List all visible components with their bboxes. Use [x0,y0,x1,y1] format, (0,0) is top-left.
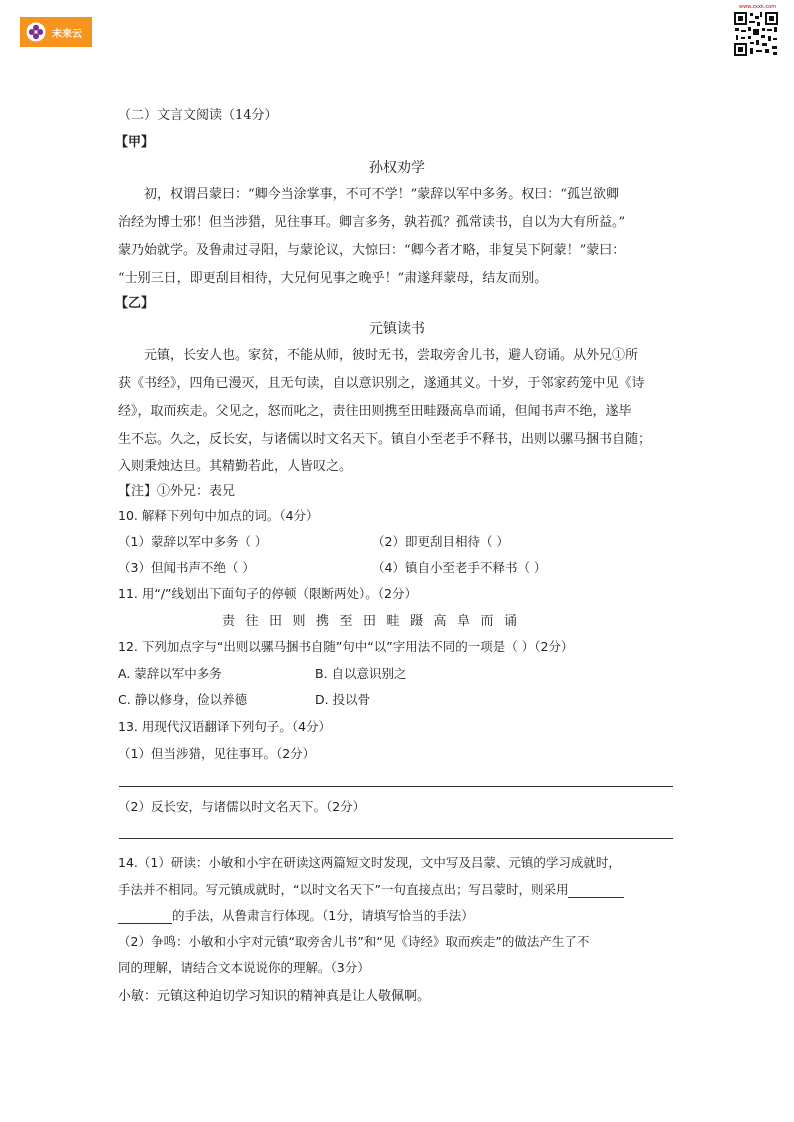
q13-1-answer-line[interactable] [119,786,673,787]
yi-text-line-3: 经》，取而疾走。父见之，怒而叱之，责往田则携至田畦蹑高阜而诵，但闻书声不绝，遂毕 [118,404,632,419]
jia-text-line-4: “士别三日，即更刮目相待，大兄何见事之晚乎！”肃遂拜蒙母，结友而别。 [118,271,548,286]
logo-text: 未来云 [52,28,82,40]
jia-title: 孙权劝学 [369,160,425,176]
jia-text-line-1: 初，权谓吕蒙曰：“卿今当涂掌事，不可不学！”蒙辞以军中多务。权曰：“孤岂欲卿 [144,187,619,202]
q12-option-b: B. 自以意识别之 [315,666,407,681]
q13-part-1: （1）但当涉猎，见往事耳。（2分） [118,746,316,761]
q14-1-line-2 [118,880,624,898]
q10-item-2: （2）即更刮目相待（ ） [372,534,509,549]
q13-2-answer-line[interactable] [119,838,673,839]
jia-text-line-3: 蒙乃始就学。及鲁肃过寻阳，与蒙论议，大惊曰：“卿今者才略，非复吴下阿蒙！”蒙曰： [118,243,626,258]
question-10: 10. 解释下列句中加点的词。（4分） [118,508,319,523]
q14-xiaomin-answer: 小敏：元镇这种迫切学习知识的精神真是让人敬佩啊。 [118,989,431,1004]
footnote: 【注】①外兄：表兄 [118,484,236,499]
q10-item-4: （4）镇自小至老手不释书（ ） [372,560,547,575]
question-12: 12. 下列加点字与“出则以骡马捆书自随”句中“以”字用法不同的一项是（ ）（2分） [118,639,574,654]
q14-1-text-end: 的手法，从鲁肃言行体现。（1分，请填写恰当的手法） [172,908,474,923]
question-11: 11. 用“/”线划出下面句子的停顿（限断两处）。（2分） [118,586,417,601]
q14-1-blank-b[interactable] [118,908,172,924]
yi-text-line-2: 获《书经》，四角已漫灭，且无句读，自以意识别之，遂通其义。十岁，于邻家药笼中见《诗 [118,376,645,391]
q13-part-2: （2）反长安，与诸儒以时文名天下。（2分） [118,799,366,814]
q14-1-text: 手法并不相同。写元镇成就时，“以时文名天下”一句直接点出；写吕蒙时，则采用 [118,882,569,897]
jia-text-line-2: 治经为博士邪！但当涉猎，见往事耳。卿言多务，孰若孤？孤常读书，自以为大有所益。” [118,215,626,230]
site-logo[interactable] [20,17,92,47]
q14-1-line-1: 14.（1）研读：小敏和小宇在研读这两篇短文时发现，文中写及吕蒙、元镇的学习成就时， [118,855,621,870]
q11-sentence: 责往田则携至田畦蹑高阜而诵 [222,614,528,629]
q12-option-c: C. 静以修身，俭以养德 [118,692,248,707]
q14-2-line-1: （2）争鸣：小敏和小宇对元镇“取旁舍儿书”和“见《诗经》取而疾走”的做法产生了不 [118,934,590,949]
yi-title: 元镇读书 [369,321,425,337]
q10-item-3: （3）但闻书声不绝（ ） [118,560,255,575]
q14-1-blank-a[interactable] [568,882,624,898]
q14-2-line-2: 同的理解，请结合文本说说你的理解。（3分） [118,960,370,975]
section-heading: （二）文言文阅读（14分） [118,108,278,123]
yi-label: 【乙】 [115,296,155,311]
q10-item-1: （1）蒙辞以军中多务（ ） [118,534,268,549]
yi-text-line-5: 入则秉烛达旦。其精勤若此，人皆叹之。 [118,459,353,474]
qr-caption: www.zxxk.com [739,4,777,10]
yi-text-line-1: 元镇，长安人也。家贫，不能从师，彼时无书，尝取旁舍儿书，避人窃诵。从外兄①所 [144,348,639,363]
jia-label: 【甲】 [115,135,155,150]
q12-option-a: A. 蒙辞以军中多务 [118,666,222,681]
q12-option-d: D. 投以骨 [315,692,371,707]
clover-logo-icon [26,22,46,42]
q14-1-line-3 [118,906,474,924]
question-13: 13. 用现代汉语翻译下列句子。（4分） [118,719,332,734]
yi-text-line-4: 生不忘。久之，反长安，与诸儒以时文名天下。镇自小至老手不释书，出则以骡马捆书自随； [118,432,652,447]
qr-code-icon[interactable] [733,11,779,57]
